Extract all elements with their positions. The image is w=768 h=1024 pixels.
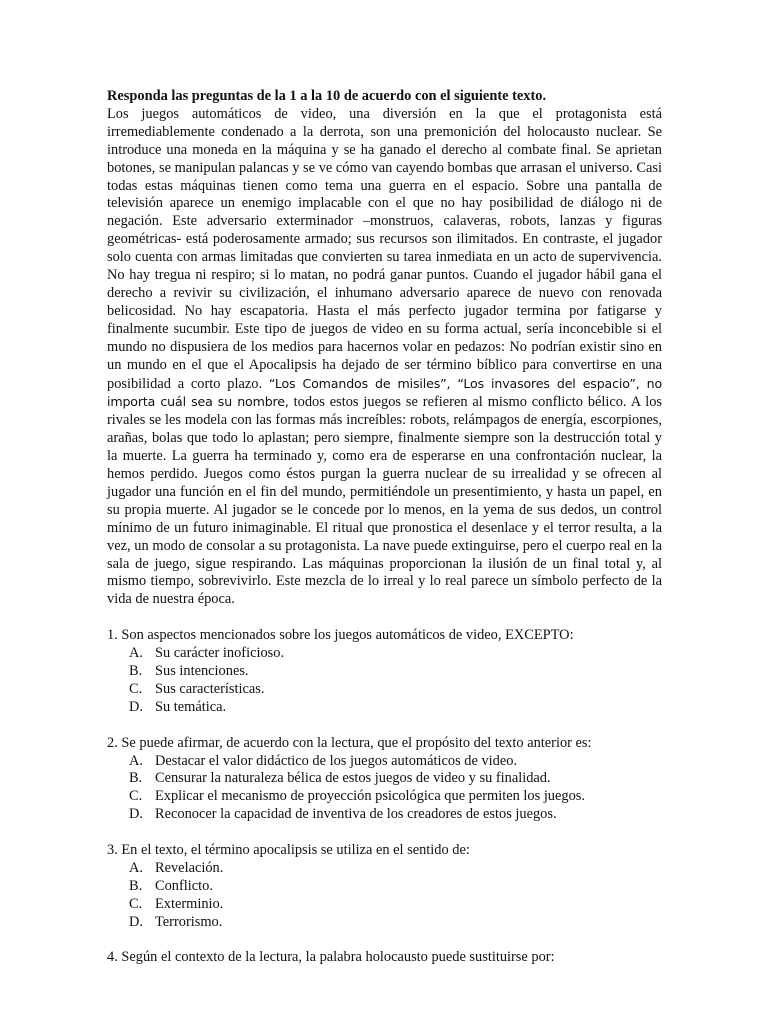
option-2c: [107, 788, 662, 806]
option-letter: C.: [129, 788, 143, 805]
option-letter: A.: [129, 752, 143, 769]
passage-game-titles: “Los Comandos de misiles”, “Los invasores del espacio”, no importa cuál sea su nombre,: [107, 375, 663, 410]
option-letter: A.: [129, 645, 143, 662]
option-letter: B.: [129, 877, 143, 894]
option-2a: [107, 753, 662, 771]
option-text: Su carácter inoficioso.: [155, 645, 285, 662]
question-2-options: [107, 753, 662, 825]
option-letter: D.: [129, 698, 143, 715]
option-letter: C.: [129, 680, 143, 697]
instructions-heading: Responda las preguntas de la 1 a la 10 de acuerdo con el siguiente texto.: [107, 88, 547, 104]
option-2d: [107, 806, 662, 824]
option-letter: A.: [129, 859, 143, 876]
option-1b: [107, 663, 662, 681]
question-1: [107, 627, 662, 717]
option-3b: [107, 878, 662, 896]
question-3-options: [107, 860, 662, 932]
reading-passage: [107, 106, 662, 609]
option-text: Destacar el valor didáctico de los juegos automáticos de video.: [155, 752, 518, 769]
option-text: Exterminio.: [155, 895, 224, 912]
question-4-text: 4. Según el contexto de la lectura, la palabra holocausto puede sustituirse por:: [107, 949, 555, 966]
option-letter: B.: [129, 662, 143, 679]
option-text: Conflicto.: [155, 877, 213, 894]
option-text: Revelación.: [155, 859, 224, 876]
option-1a: [107, 645, 662, 663]
document-page: [107, 88, 662, 967]
option-3a: [107, 860, 662, 878]
option-text: Terrorismo.: [155, 913, 223, 930]
option-text: Sus características.: [155, 680, 265, 697]
question-3-text: 3. En el texto, el término apocalipsis se utiliza en el sentido de:: [107, 842, 470, 859]
question-3: [107, 842, 662, 932]
passage-part-3: todos estos juegos se refieren al mismo conflicto bélico. A los rivales se les modela con las formas más increíbles: robots, relámpagos de energía, escorpiones, arañas, bolas que todo lo aplastan; pero siempre, finalmente siempre son la destrucción total y la muerte. La guerra ha terminado y, como era de esperarse en una confrontación nuclear, la hemos perdido. Juegos como éstos purgan la guerra nuclear de su irrealidad y se ofrecen al jugador una función en el fin del mundo, permitiéndole un presentimiento, y hasta un papel, en su propia muerte. Al jugador se le concede por lo menos, en la yema de sus dedos, un control mínimo de un futuro inimaginable. El ritual que pronostica el desenlace y el terror resulta, a la vez, un modo de consolar a su protagonista. La nave puede extinguirse, pero el cuerpo real en la sala de juego, sigue respirando. Las máquinas proporcionan la ilusión de un final total y, al mismo tiempo, sobrevivirlo. Este mezcla de lo irreal y lo real parece un símbolo perfecto de la vida de nuestra época.: [107, 394, 662, 608]
option-text: Reconocer la capacidad de inventiva de los creadores de estos juegos.: [155, 806, 557, 823]
option-1c: [107, 681, 662, 699]
option-letter: C.: [129, 895, 143, 912]
option-text: Sus intenciones.: [155, 662, 249, 679]
question-1-options: [107, 645, 662, 717]
option-text: Explicar el mecanismo de proyección psicológica que permiten los juegos.: [155, 788, 585, 805]
option-letter: B.: [129, 770, 143, 787]
question-1-text: 1. Son aspectos mencionados sobre los juegos automáticos de video, EXCEPTO:: [107, 627, 574, 644]
question-2-text: 2. Se puede afirmar, de acuerdo con la lectura, que el propósito del texto anterior es:: [107, 734, 592, 751]
option-2b: [107, 770, 662, 788]
passage-part-1: Los juegos automáticos de video, una diversión en la que el protagonista está irremediablemente condenado a la derrota, son una premonición del holocausto nuclear. Se introduce una moneda en la máquina y se ha ganado el derecho al combate final. Se aprietan botones, se manipulan palancas y se ve cómo van cayendo bombas que arrasan el universo. Casi todas estas máquinas tienen como tema una guerra en el espacio. Sobre una pantalla de televisión aparece un enemigo implacable con el que no hay posibilidad de diálogo ni de negación. Este adversario exterminador –monstruos, calaveras, robots, lanzas y figuras geométricas- está poderosamente armado; sus recursos son ilimitados. En contraste, el jugador solo cuenta con armas limitadas que convierten su tarea inmediata en un acto de supervivencia. No hay tregua ni respiro; si lo matan, no podrá ganar puntos. Cuando el jugador hábil gana el derecho a revivir su civilización, el inhumano adversario aparece de nuevo con renovada belicosidad. No hay escapatoria. Hasta el más perfecto jugador termina por fatigarse y finalmente sucumbir. Este tipo de juegos de video en su forma actual, sería inconcebible si el mundo no dispusiera de los medios para hacernos volar en pedazos: No podrían existir sino en un mundo en el que el Apocalipsis ha dejado de ser término bíblico para convertirse en una posibilidad a corto plazo.: [107, 105, 662, 392]
option-1d: [107, 699, 662, 717]
option-letter: D.: [129, 806, 143, 823]
option-3c: [107, 896, 662, 914]
question-2: [107, 735, 662, 825]
option-letter: D.: [129, 913, 143, 930]
option-text: Su temática.: [155, 698, 227, 715]
option-3d: [107, 914, 662, 932]
question-4: [107, 949, 662, 967]
option-text: Censurar la naturaleza bélica de estos juegos de video y su finalidad.: [155, 770, 551, 787]
